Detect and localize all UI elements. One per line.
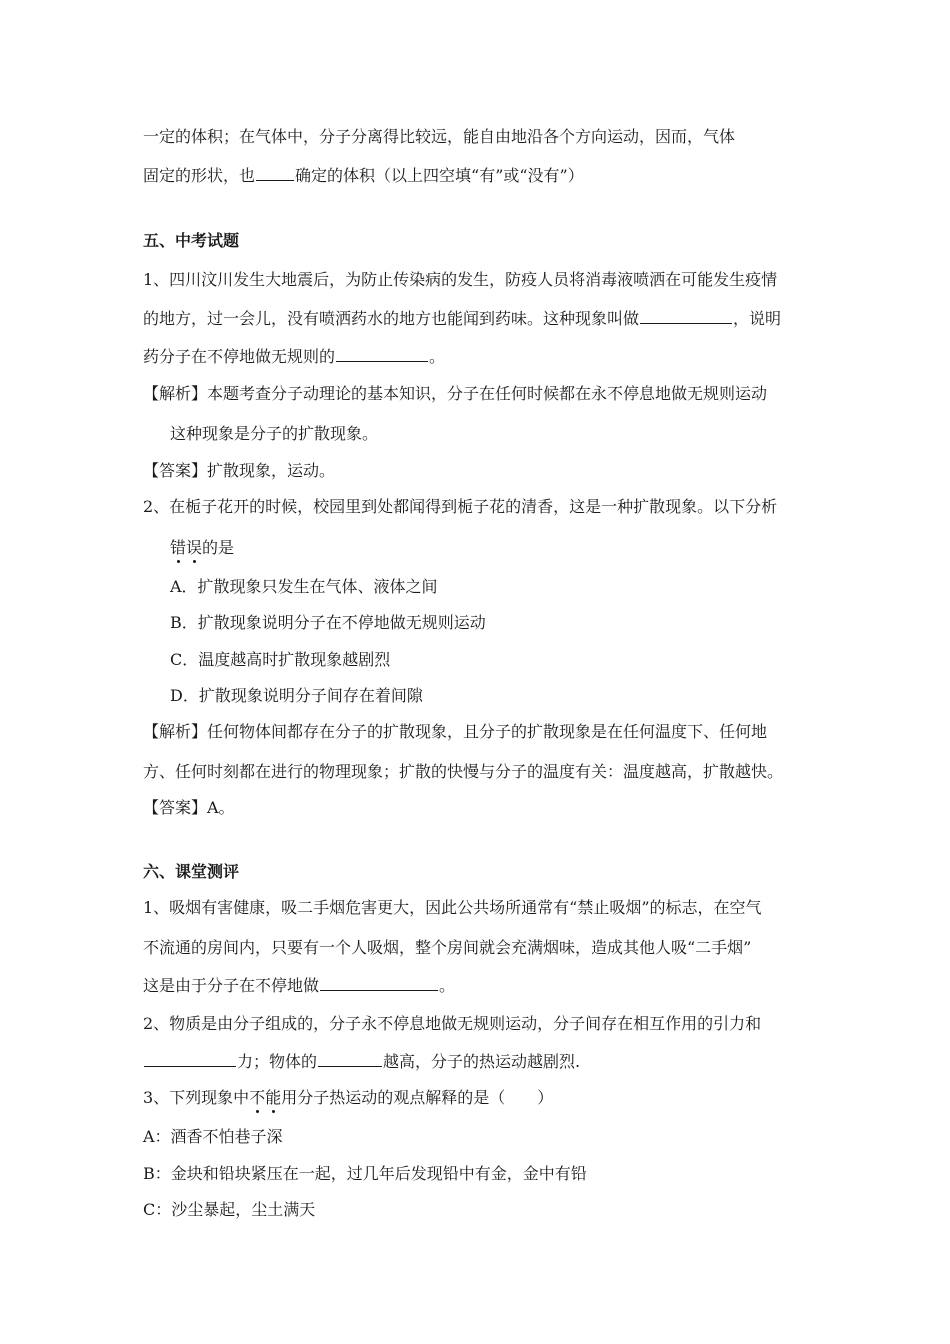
s5-q2-answer: 【答案】A。 xyxy=(143,798,235,817)
s5-q2-option-d: D．扩散现象说明分子间存在着间隙 xyxy=(170,686,423,705)
s5-q1-line-3-text: 药分子在不停地做无规则的 xyxy=(143,347,336,366)
s6-q1-line-1: 1、吸烟有害健康，吸二手烟危害更大，因此公共场所通常有“禁止吸烟”的标志，在空气 xyxy=(143,898,762,917)
s5-q1-line-3-text-end: 。 xyxy=(429,347,446,366)
section-6-title: 六、课堂测评 xyxy=(143,862,240,881)
s5-q2-option-b: B．扩散现象说明分子在不停地做无规则运动 xyxy=(170,613,486,632)
s5-q1-line-1: 1、四川汶川发生大地震后，为防止传染病的发生，防疫人员将消毒液喷洒在可能发生疫情 xyxy=(143,270,778,289)
s5-q2-option-c: C．温度越高时扩散现象越剧烈 xyxy=(170,650,391,669)
intro-line-2-text: 固定的形状，也 xyxy=(143,166,256,185)
s5-q1-line-2-text-end: ，说明 xyxy=(733,309,782,328)
s6-q2-line-2-text: 力；物体的 xyxy=(237,1052,318,1071)
intro-line-1: 一定的体积；在气体中，分子分离得比较远，能自由地沿各个方向运动，因而，气体 xyxy=(143,127,736,146)
s5-q1-analysis-2: 这种现象是分子的扩散现象。 xyxy=(170,424,379,443)
s5-q2-line-2 xyxy=(170,538,234,558)
emphasis-char: 能 xyxy=(265,1088,282,1107)
s6-q1-line-3-text: 这是由于分子在不停地做 xyxy=(143,976,320,995)
s6-q3-option-a: A：酒香不怕巷子深 xyxy=(143,1127,283,1146)
s5-q1-analysis-1: 【解析】本题考查分子动理论的基本知识，分子在任何时候都在永不停息地做无规则运动 xyxy=(143,384,768,403)
intro-line-2-text-end: 确定的体积（以上四空填“有”或“没有”） xyxy=(295,166,584,185)
s6-q1-line-3-text-end: 。 xyxy=(439,976,456,995)
section-5-title: 五、中考试题 xyxy=(143,231,240,250)
s5-q1-answer: 【答案】扩散现象，运动。 xyxy=(143,461,336,480)
s6-q2-line-2 xyxy=(143,1052,580,1072)
s6-q3-option-c: C：沙尘暴起，尘土满天 xyxy=(143,1200,316,1219)
emphasis-text xyxy=(249,1088,281,1107)
fill-blank xyxy=(320,976,438,991)
emphasis-char: 不 xyxy=(249,1088,266,1107)
fill-blank xyxy=(144,1052,236,1067)
s5-q1-line-3 xyxy=(143,347,445,367)
s5-q2-line-2-text: 错误的是 xyxy=(170,538,235,557)
fill-blank xyxy=(256,166,294,181)
s6-q1-line-3 xyxy=(143,976,455,996)
s6-q3-line-1 xyxy=(143,1088,553,1108)
s5-q1-line-2-text: 的地方，过一会儿，没有喷洒药水的地方也能闻到药味。这种现象叫做 xyxy=(143,309,640,328)
s5-q2-option-a: A．扩散现象只发生在气体、液体之间 xyxy=(170,577,438,596)
s5-q2-analysis-1: 【解析】任何物体间都存在分子的扩散现象，且分子的扩散现象是在任何温度下、任何地 xyxy=(143,722,768,741)
intro-line-2 xyxy=(143,166,584,186)
s5-q1-line-2 xyxy=(143,309,781,329)
s6-q3-line-1-text: 3、下列现象中 xyxy=(143,1088,250,1107)
s5-q2-line-1: 2、在栀子花开的时候，校园里到处都闻得到栀子花的清香，这是一种扩散现象。以下分析 xyxy=(143,497,778,516)
s6-q1-line-2: 不流通的房间内，只要有一个人吸烟，整个房间就会充满烟味，造成其他人吸“二手烟” xyxy=(143,938,752,957)
s6-q3-option-b: B：金块和铅块紧压在一起，过几年后发现铅中有金，金中有铅 xyxy=(143,1164,587,1183)
fill-blank xyxy=(640,309,732,324)
fill-blank xyxy=(336,347,428,362)
s6-q2-line-1: 2、物质是由分子组成的，分子永不停息地做无规则运动，分子间存在相互作用的引力和 xyxy=(143,1014,762,1033)
s5-q2-analysis-2: 方、任何时刻都在进行的物理现象；扩散的快慢与分子的温度有关：温度越高，扩散越快。 xyxy=(143,762,784,781)
s6-q2-line-2-text-end: 越高，分子的热运动越剧烈. xyxy=(383,1052,581,1071)
fill-blank xyxy=(318,1052,382,1067)
s6-q3-line-1-text-end: 用分子热运动的观点解释的是（ ） xyxy=(281,1088,554,1107)
